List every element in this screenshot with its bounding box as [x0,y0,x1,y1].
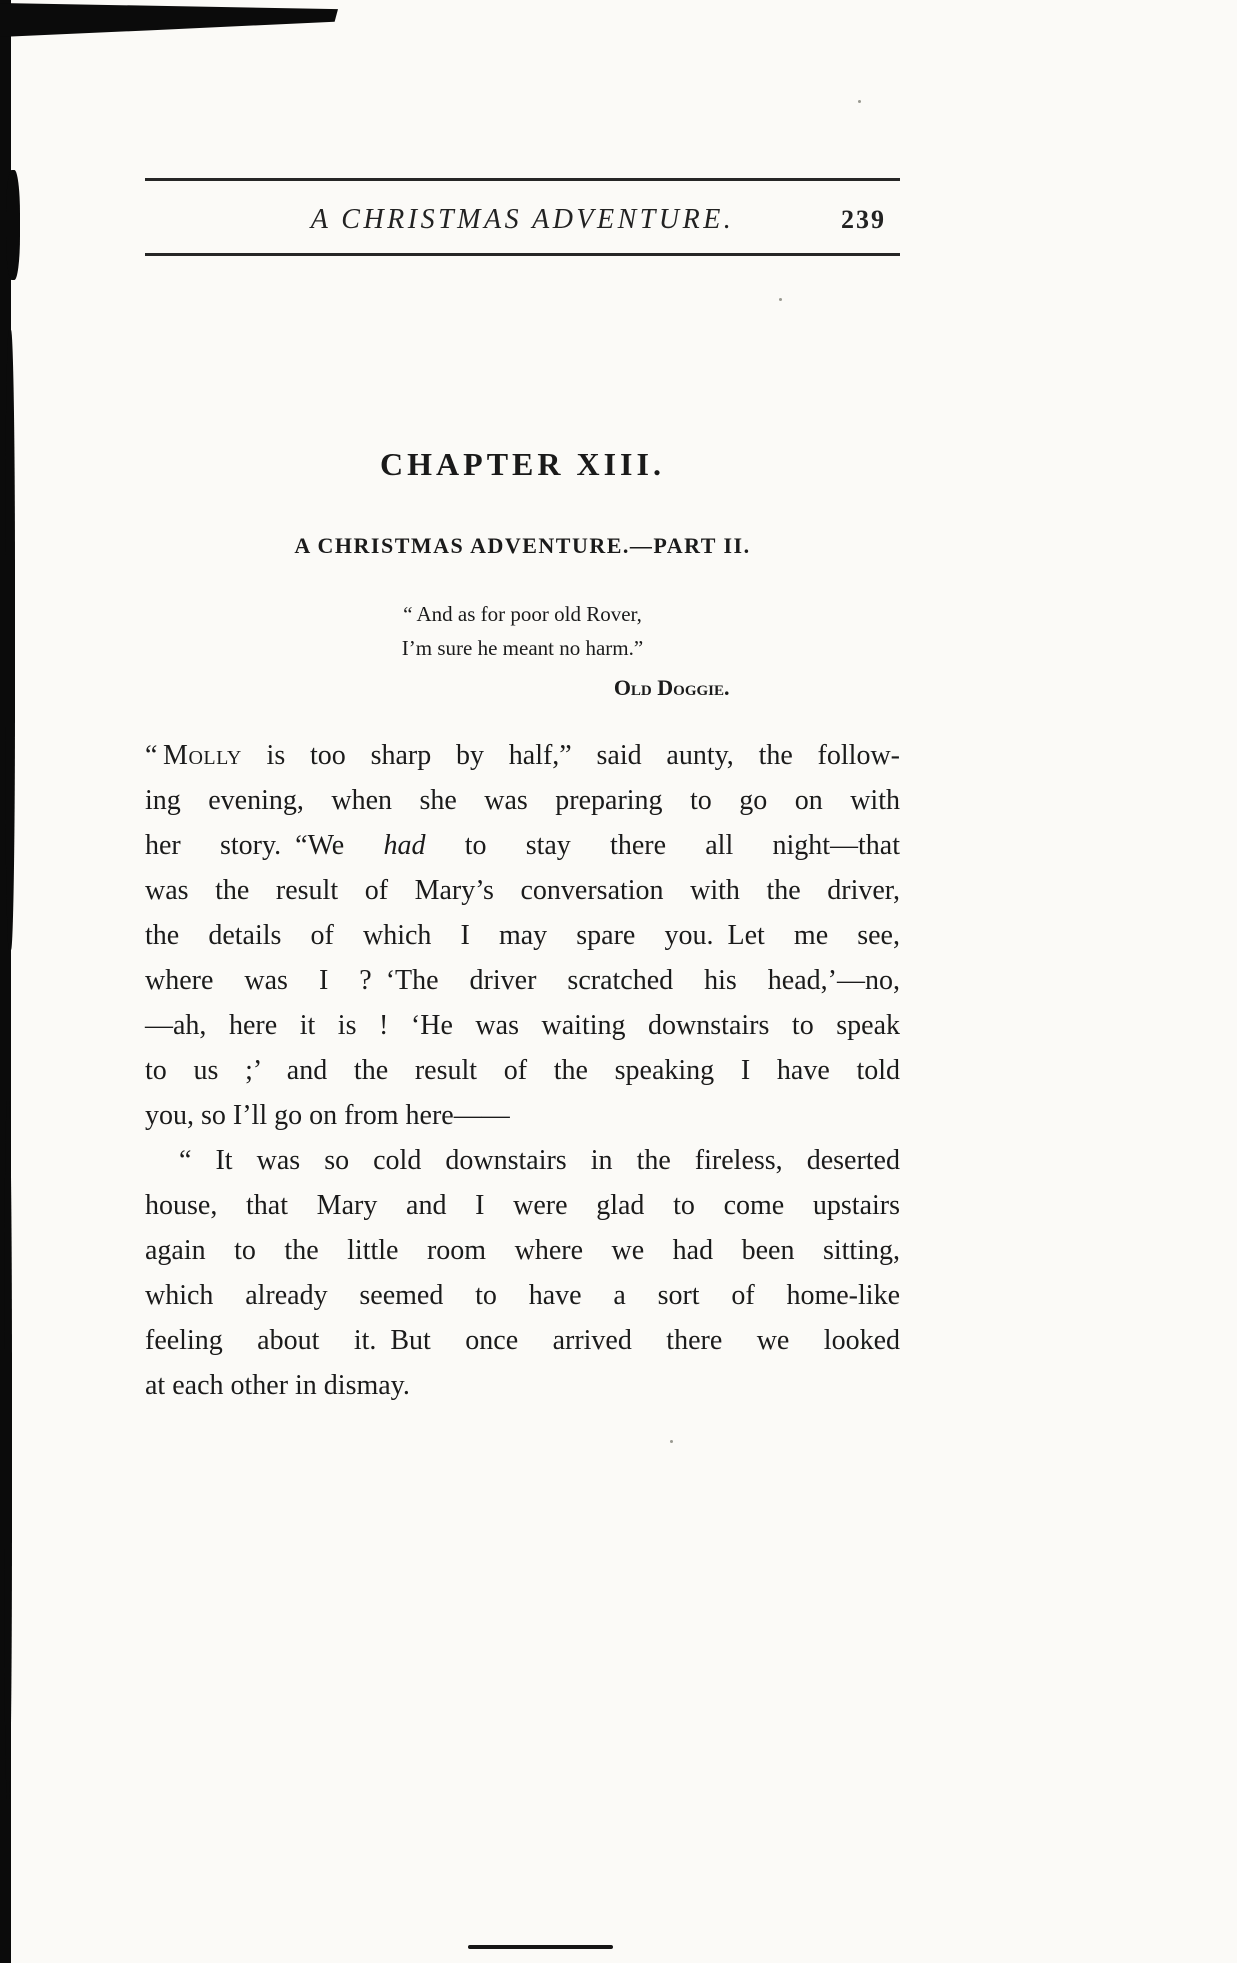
corner-fold-shadow [0,3,338,37]
chapter-heading: CHAPTER XIII. [380,446,665,482]
running-header-title: A CHRISTMAS ADVENTURE. [310,204,735,235]
binding-ink-blob [6,170,20,280]
body-text [145,733,900,1408]
header-rule-top [145,178,900,181]
text-line [145,1048,900,1093]
text-segment: feeling about it. But once arrived there we looked [145,1325,900,1356]
epigraph-line: I’m sure he meant no harm.” [401,636,644,660]
binding-ink-blob [4,1100,12,1800]
text-segment: —ah, here it is ! ‘He was waiting downstairs to speak [145,1010,900,1041]
paragraph [145,733,900,1138]
text-line [145,1183,900,1228]
text-line [145,1138,900,1183]
text-segment: her story. “We [145,830,384,861]
chapter-subtitle: A CHRISTMAS ADVENTURE.—PART II. [294,533,751,558]
text-line [145,778,900,823]
text-line [145,1003,900,1048]
text-segment: ing evening, when she was preparing to go on with [145,785,900,816]
binding-ink-blob [5,330,15,950]
header-rule-bottom [145,253,900,256]
epigraph-attribution: Old Doggie. [613,675,730,700]
text-segment: “ [145,740,164,771]
text-line [145,733,900,778]
text-segment: at each other in dismay. [145,1370,410,1401]
text-segment: you, so I’ll go on from here—— [145,1100,510,1131]
text-segment: “ It was so cold downstairs in the fireless, deserted [179,1145,900,1176]
text-segment: to us ;’ and the result of the speaking I have told [145,1055,900,1086]
text-line [145,1318,900,1363]
text-segment: again to the little room where we had been sitting, [145,1235,900,1266]
text-line [145,1363,900,1408]
scan-speck [670,1440,673,1443]
text-segment: to stay there all night—that [425,830,900,861]
text-segment: where was I ? ‘The driver scratched his head,’—no, [145,965,900,996]
text-line [145,823,900,868]
page-content [145,178,900,1408]
text-segment: house, that Mary and I were glad to come upstairs [145,1190,900,1221]
page-number: 239 [841,205,886,234]
text-line [145,913,900,958]
epigraph [288,597,758,705]
epigraph-line: “ And as for poor old Rover, [403,602,642,626]
paragraph [145,1138,900,1408]
text-line [145,868,900,913]
scan-speck [858,100,861,103]
text-segment: which already seemed to have a sort of home-like [145,1280,900,1311]
text-line [145,1228,900,1273]
text-line [145,1093,900,1138]
text-segment-italic: had [383,830,426,861]
text-line [145,958,900,1003]
epigraph-lines [288,597,758,665]
bottom-scan-mark [468,1945,613,1949]
text-segment: the details of which I may spare you. Let me see, [145,920,900,951]
running-header [145,203,900,237]
text-segment-smallcaps: Molly [163,740,242,771]
text-line [145,1273,900,1318]
text-segment: is too sharp by half,” said aunty, the follow- [241,740,900,771]
text-segment: was the result of Mary’s conversation with the driver, [145,875,900,906]
